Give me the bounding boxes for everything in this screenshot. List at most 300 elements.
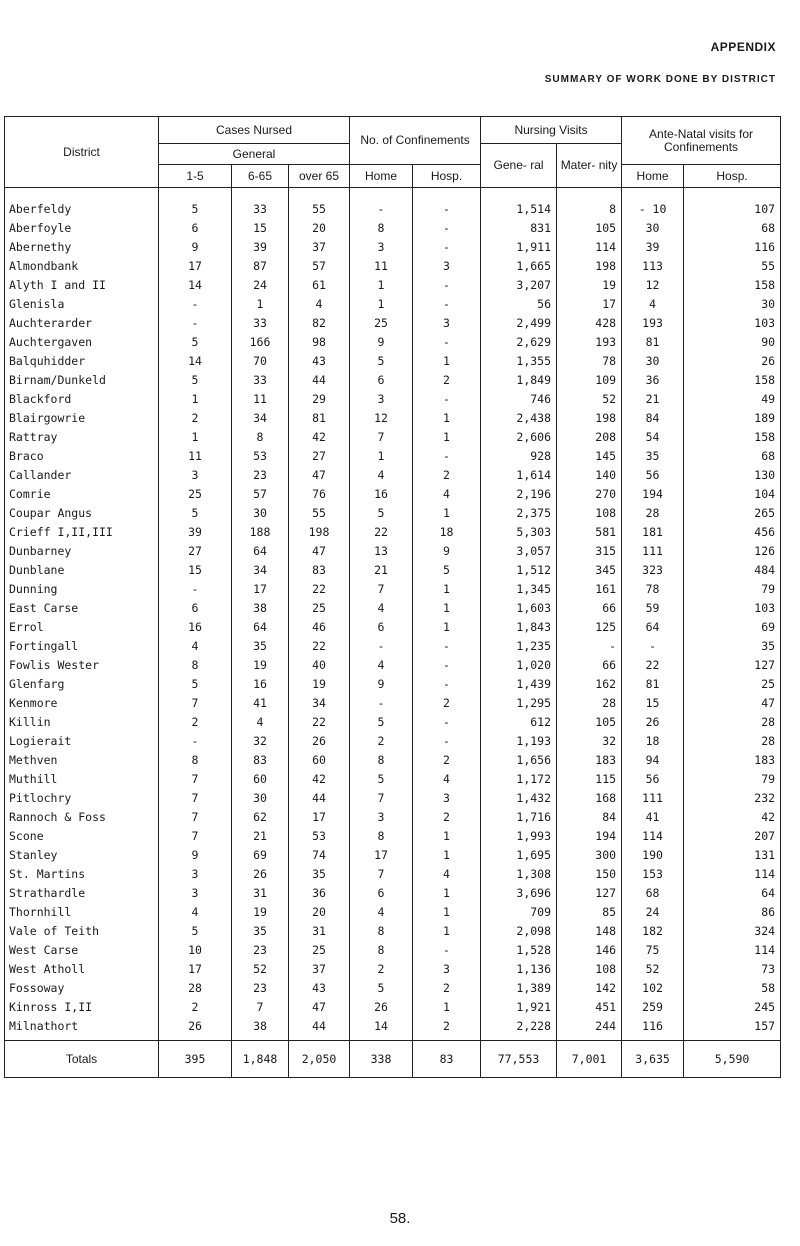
- cases-1-5-cell: 2: [159, 998, 232, 1017]
- cases-over-65-cell: 4: [289, 295, 350, 314]
- nv-maternity-cell: 78: [557, 352, 622, 371]
- header-district: District: [5, 117, 159, 188]
- an-hosp-cell: 79: [684, 580, 781, 599]
- cases-over-65-cell: 47: [289, 466, 350, 485]
- conf-home-cell: 4: [350, 466, 413, 485]
- conf-home-cell: -: [350, 188, 413, 220]
- conf-hosp-cell: -: [413, 656, 481, 675]
- conf-hosp-cell: -: [413, 333, 481, 352]
- an-home-cell: 30: [622, 352, 684, 371]
- cases-over-65-cell: 83: [289, 561, 350, 580]
- an-hosp-cell: 114: [684, 941, 781, 960]
- nv-maternity-cell: 345: [557, 561, 622, 580]
- conf-home-cell: 22: [350, 523, 413, 542]
- an-hosp-cell: 103: [684, 599, 781, 618]
- table-row: [5, 561, 781, 580]
- cases-6-65-cell: 35: [232, 637, 289, 656]
- conf-home-cell: 6: [350, 371, 413, 390]
- conf-home-cell: 16: [350, 485, 413, 504]
- cases-over-65-cell: 44: [289, 371, 350, 390]
- conf-hosp-cell: 1: [413, 827, 481, 846]
- cases-1-5-cell: 3: [159, 865, 232, 884]
- an-home-cell: 116: [622, 1017, 684, 1041]
- totals-cell: 7,001: [557, 1041, 622, 1078]
- nv-maternity-cell: 183: [557, 751, 622, 770]
- nv-general-cell: 2,438: [481, 409, 557, 428]
- nv-general-cell: 1,614: [481, 466, 557, 485]
- cases-6-65-cell: 38: [232, 599, 289, 618]
- conf-hosp-cell: 3: [413, 960, 481, 979]
- conf-home-cell: 9: [350, 675, 413, 694]
- totals-cell: 338: [350, 1041, 413, 1078]
- cases-over-65-cell: 36: [289, 884, 350, 903]
- conf-home-cell: 2: [350, 960, 413, 979]
- cases-1-5-cell: 15: [159, 561, 232, 580]
- table-row: [5, 542, 781, 561]
- nv-general-cell: 1,911: [481, 238, 557, 257]
- conf-hosp-cell: 1: [413, 352, 481, 371]
- header-confinements: No. of Confinements: [350, 117, 481, 165]
- conf-hosp-cell: -: [413, 390, 481, 409]
- an-hosp-cell: 26: [684, 352, 781, 371]
- cases-over-65-cell: 43: [289, 352, 350, 371]
- an-home-cell: 111: [622, 789, 684, 808]
- nv-general-cell: 1,235: [481, 637, 557, 656]
- conf-home-cell: 7: [350, 789, 413, 808]
- cases-1-5-cell: 10: [159, 941, 232, 960]
- cases-1-5-cell: 4: [159, 903, 232, 922]
- an-hosp-cell: 68: [684, 219, 781, 238]
- district-name-cell: Braco: [5, 447, 159, 466]
- district-name-cell: Muthill: [5, 770, 159, 789]
- nv-maternity-cell: 28: [557, 694, 622, 713]
- an-home-cell: 81: [622, 333, 684, 352]
- district-name-cell: Glenfarg: [5, 675, 159, 694]
- table-row: [5, 637, 781, 656]
- an-hosp-cell: 189: [684, 409, 781, 428]
- header-age-1-5: 1-5: [159, 165, 232, 188]
- district-name-cell: Balquhidder: [5, 352, 159, 371]
- an-hosp-cell: 107: [684, 188, 781, 220]
- cases-6-65-cell: 19: [232, 656, 289, 675]
- cases-6-65-cell: 60: [232, 770, 289, 789]
- cases-over-65-cell: 47: [289, 542, 350, 561]
- an-hosp-cell: 28: [684, 732, 781, 751]
- district-name-cell: Auchterarder: [5, 314, 159, 333]
- nv-maternity-cell: 150: [557, 865, 622, 884]
- district-name-cell: Dunblane: [5, 561, 159, 580]
- cases-6-65-cell: 166: [232, 333, 289, 352]
- an-hosp-cell: 232: [684, 789, 781, 808]
- an-home-cell: 35: [622, 447, 684, 466]
- an-home-cell: 21: [622, 390, 684, 409]
- cases-6-65-cell: 69: [232, 846, 289, 865]
- an-hosp-cell: 64: [684, 884, 781, 903]
- cases-6-65-cell: 70: [232, 352, 289, 371]
- nv-maternity-cell: 315: [557, 542, 622, 561]
- district-name-cell: Killin: [5, 713, 159, 732]
- conf-home-cell: 7: [350, 865, 413, 884]
- an-home-cell: 12: [622, 276, 684, 295]
- nv-maternity-cell: 581: [557, 523, 622, 542]
- an-hosp-cell: 126: [684, 542, 781, 561]
- conf-home-cell: 1: [350, 447, 413, 466]
- an-home-cell: 52: [622, 960, 684, 979]
- totals-cell: 395: [159, 1041, 232, 1078]
- cases-1-5-cell: 2: [159, 409, 232, 428]
- an-home-cell: 59: [622, 599, 684, 618]
- an-home-cell: 153: [622, 865, 684, 884]
- cases-over-65-cell: 42: [289, 428, 350, 447]
- nv-general-cell: 1,432: [481, 789, 557, 808]
- nv-general-cell: 1,716: [481, 808, 557, 827]
- cases-over-65-cell: 27: [289, 447, 350, 466]
- cases-over-65-cell: 20: [289, 219, 350, 238]
- nv-maternity-cell: 85: [557, 903, 622, 922]
- conf-home-cell: 5: [350, 352, 413, 371]
- an-home-cell: 30: [622, 219, 684, 238]
- cases-over-65-cell: 57: [289, 257, 350, 276]
- nv-general-cell: 1,656: [481, 751, 557, 770]
- nv-maternity-cell: 451: [557, 998, 622, 1017]
- cases-over-65-cell: 19: [289, 675, 350, 694]
- an-home-cell: 182: [622, 922, 684, 941]
- cases-over-65-cell: 31: [289, 922, 350, 941]
- conf-home-cell: 8: [350, 219, 413, 238]
- cases-6-65-cell: 24: [232, 276, 289, 295]
- table-row: [5, 979, 781, 998]
- table-row: [5, 770, 781, 789]
- nv-maternity-cell: -: [557, 637, 622, 656]
- table-row: [5, 789, 781, 808]
- cases-over-65-cell: 35: [289, 865, 350, 884]
- nv-general-cell: 928: [481, 447, 557, 466]
- cases-over-65-cell: 81: [289, 409, 350, 428]
- conf-hosp-cell: 2: [413, 1017, 481, 1041]
- cases-6-65-cell: 7: [232, 998, 289, 1017]
- an-home-cell: 68: [622, 884, 684, 903]
- cases-6-65-cell: 39: [232, 238, 289, 257]
- nv-general-cell: 746: [481, 390, 557, 409]
- cases-6-65-cell: 83: [232, 751, 289, 770]
- cases-6-65-cell: 188: [232, 523, 289, 542]
- cases-6-65-cell: 23: [232, 941, 289, 960]
- cases-1-5-cell: 7: [159, 827, 232, 846]
- nv-maternity-cell: 108: [557, 504, 622, 523]
- an-home-cell: 39: [622, 238, 684, 257]
- cases-6-65-cell: 8: [232, 428, 289, 447]
- cases-over-65-cell: 44: [289, 1017, 350, 1041]
- conf-home-cell: 26: [350, 998, 413, 1017]
- table-row: [5, 1017, 781, 1041]
- nv-general-cell: 2,228: [481, 1017, 557, 1041]
- table-row: [5, 219, 781, 238]
- nv-maternity-cell: 270: [557, 485, 622, 504]
- cases-1-5-cell: 26: [159, 1017, 232, 1041]
- table-row: [5, 656, 781, 675]
- summary-table: [4, 116, 781, 1078]
- cases-over-65-cell: 40: [289, 656, 350, 675]
- header-nv-maternity: Mater- nity: [557, 144, 622, 188]
- conf-home-cell: 8: [350, 941, 413, 960]
- header-an-hosp: Hosp.: [684, 165, 781, 188]
- header-nv-general: Gene- ral: [481, 144, 557, 188]
- cases-1-5-cell: 6: [159, 599, 232, 618]
- an-hosp-cell: 28: [684, 713, 781, 732]
- an-home-cell: 18: [622, 732, 684, 751]
- cases-1-5-cell: 8: [159, 656, 232, 675]
- cases-1-5-cell: 16: [159, 618, 232, 637]
- district-name-cell: Abernethy: [5, 238, 159, 257]
- table-row: [5, 618, 781, 637]
- district-name-cell: Crieff I,II,III: [5, 523, 159, 542]
- an-hosp-cell: 116: [684, 238, 781, 257]
- an-hosp-cell: 73: [684, 960, 781, 979]
- district-name-cell: Kenmore: [5, 694, 159, 713]
- nv-maternity-cell: 105: [557, 219, 622, 238]
- an-home-cell: 194: [622, 485, 684, 504]
- table-row: [5, 846, 781, 865]
- an-home-cell: 15: [622, 694, 684, 713]
- an-home-cell: 94: [622, 751, 684, 770]
- district-name-cell: Thornhill: [5, 903, 159, 922]
- district-name-cell: Dunbarney: [5, 542, 159, 561]
- nv-maternity-cell: 52: [557, 390, 622, 409]
- cases-6-65-cell: 62: [232, 808, 289, 827]
- nv-maternity-cell: 428: [557, 314, 622, 333]
- table-row: [5, 485, 781, 504]
- an-hosp-cell: 114: [684, 865, 781, 884]
- district-name-cell: Callander: [5, 466, 159, 485]
- cases-over-65-cell: 25: [289, 599, 350, 618]
- cases-over-65-cell: 37: [289, 960, 350, 979]
- cases-over-65-cell: 20: [289, 903, 350, 922]
- district-name-cell: Fortingall: [5, 637, 159, 656]
- cases-over-65-cell: 76: [289, 485, 350, 504]
- an-hosp-cell: 484: [684, 561, 781, 580]
- an-home-cell: 22: [622, 656, 684, 675]
- nv-maternity-cell: 168: [557, 789, 622, 808]
- conf-hosp-cell: 2: [413, 808, 481, 827]
- cases-6-65-cell: 87: [232, 257, 289, 276]
- conf-hosp-cell: -: [413, 238, 481, 257]
- district-name-cell: Fowlis Wester: [5, 656, 159, 675]
- conf-home-cell: 4: [350, 599, 413, 618]
- conf-home-cell: 5: [350, 770, 413, 789]
- an-hosp-cell: 103: [684, 314, 781, 333]
- cases-6-65-cell: 11: [232, 390, 289, 409]
- district-name-cell: Fossoway: [5, 979, 159, 998]
- nv-maternity-cell: 127: [557, 884, 622, 903]
- cases-6-65-cell: 4: [232, 713, 289, 732]
- an-hosp-cell: 324: [684, 922, 781, 941]
- totals-cell: 3,635: [622, 1041, 684, 1078]
- table-row: [5, 998, 781, 1017]
- cases-1-5-cell: -: [159, 732, 232, 751]
- conf-home-cell: 17: [350, 846, 413, 865]
- nv-maternity-cell: 244: [557, 1017, 622, 1041]
- conf-home-cell: 8: [350, 827, 413, 846]
- conf-hosp-cell: 9: [413, 542, 481, 561]
- totals-cell: 77,553: [481, 1041, 557, 1078]
- cases-6-65-cell: 1: [232, 295, 289, 314]
- header-an-home: Home: [622, 165, 684, 188]
- nv-general-cell: 3,207: [481, 276, 557, 295]
- cases-6-65-cell: 17: [232, 580, 289, 599]
- district-name-cell: Rattray: [5, 428, 159, 447]
- conf-hosp-cell: 2: [413, 694, 481, 713]
- appendix-label: APPENDIX: [710, 40, 776, 54]
- header-cases-nursed: Cases Nursed: [159, 117, 350, 144]
- table-row: [5, 504, 781, 523]
- nv-maternity-cell: 108: [557, 960, 622, 979]
- nv-maternity-cell: 145: [557, 447, 622, 466]
- nv-maternity-cell: 146: [557, 941, 622, 960]
- nv-general-cell: 56: [481, 295, 557, 314]
- table-row: [5, 599, 781, 618]
- an-hosp-cell: 183: [684, 751, 781, 770]
- conf-hosp-cell: 3: [413, 789, 481, 808]
- conf-hosp-cell: 3: [413, 257, 481, 276]
- cases-6-65-cell: 52: [232, 960, 289, 979]
- nv-maternity-cell: 105: [557, 713, 622, 732]
- table-row: [5, 808, 781, 827]
- an-hosp-cell: 207: [684, 827, 781, 846]
- nv-general-cell: 1,695: [481, 846, 557, 865]
- an-hosp-cell: 245: [684, 998, 781, 1017]
- cases-1-5-cell: 5: [159, 675, 232, 694]
- conf-hosp-cell: 4: [413, 485, 481, 504]
- conf-hosp-cell: 1: [413, 903, 481, 922]
- cases-over-65-cell: 43: [289, 979, 350, 998]
- cases-1-5-cell: 4: [159, 637, 232, 656]
- conf-hosp-cell: 2: [413, 979, 481, 998]
- district-name-cell: Blairgowrie: [5, 409, 159, 428]
- cases-1-5-cell: 8: [159, 751, 232, 770]
- cases-6-65-cell: 34: [232, 561, 289, 580]
- cases-6-65-cell: 33: [232, 188, 289, 220]
- an-home-cell: 84: [622, 409, 684, 428]
- table-row: [5, 694, 781, 713]
- an-home-cell: 56: [622, 466, 684, 485]
- cases-1-5-cell: 39: [159, 523, 232, 542]
- cases-6-65-cell: 34: [232, 409, 289, 428]
- conf-home-cell: 25: [350, 314, 413, 333]
- an-home-cell: 81: [622, 675, 684, 694]
- an-hosp-cell: 158: [684, 276, 781, 295]
- cases-over-65-cell: 44: [289, 789, 350, 808]
- cases-1-5-cell: 5: [159, 333, 232, 352]
- cases-1-5-cell: 5: [159, 188, 232, 220]
- nv-general-cell: 1,514: [481, 188, 557, 220]
- an-hosp-cell: 104: [684, 485, 781, 504]
- table-row: [5, 390, 781, 409]
- cases-1-5-cell: 2: [159, 713, 232, 732]
- nv-maternity-cell: 66: [557, 599, 622, 618]
- table-row: [5, 903, 781, 922]
- cases-6-65-cell: 21: [232, 827, 289, 846]
- conf-home-cell: 5: [350, 979, 413, 998]
- cases-over-65-cell: 42: [289, 770, 350, 789]
- table-row: [5, 580, 781, 599]
- table-row: [5, 941, 781, 960]
- district-name-cell: Dunning: [5, 580, 159, 599]
- an-home-cell: 26: [622, 713, 684, 732]
- cases-over-65-cell: 74: [289, 846, 350, 865]
- conf-home-cell: 21: [350, 561, 413, 580]
- table-row: [5, 295, 781, 314]
- table-row: [5, 238, 781, 257]
- nv-maternity-cell: 32: [557, 732, 622, 751]
- nv-general-cell: 2,629: [481, 333, 557, 352]
- district-name-cell: Pitlochry: [5, 789, 159, 808]
- table-row: [5, 352, 781, 371]
- nv-maternity-cell: 300: [557, 846, 622, 865]
- nv-general-cell: 1,172: [481, 770, 557, 789]
- table-row: [5, 884, 781, 903]
- nv-maternity-cell: 198: [557, 257, 622, 276]
- district-name-cell: Kinross I,II: [5, 998, 159, 1017]
- conf-hosp-cell: 1: [413, 504, 481, 523]
- conf-hosp-cell: -: [413, 675, 481, 694]
- nv-general-cell: 1,528: [481, 941, 557, 960]
- nv-general-cell: 1,295: [481, 694, 557, 713]
- cases-6-65-cell: 31: [232, 884, 289, 903]
- nv-general-cell: 831: [481, 219, 557, 238]
- conf-home-cell: 11: [350, 257, 413, 276]
- an-hosp-cell: 265: [684, 504, 781, 523]
- table-row: [5, 314, 781, 333]
- nv-maternity-cell: 148: [557, 922, 622, 941]
- cases-over-65-cell: 82: [289, 314, 350, 333]
- cases-over-65-cell: 98: [289, 333, 350, 352]
- cases-over-65-cell: 22: [289, 580, 350, 599]
- conf-home-cell: 1: [350, 276, 413, 295]
- conf-home-cell: 3: [350, 238, 413, 257]
- nv-maternity-cell: 19: [557, 276, 622, 295]
- district-name-cell: West Carse: [5, 941, 159, 960]
- cases-6-65-cell: 19: [232, 903, 289, 922]
- conf-hosp-cell: 3: [413, 314, 481, 333]
- cases-1-5-cell: 1: [159, 428, 232, 447]
- an-hosp-cell: 90: [684, 333, 781, 352]
- an-hosp-cell: 456: [684, 523, 781, 542]
- cases-over-65-cell: 60: [289, 751, 350, 770]
- cases-over-65-cell: 46: [289, 618, 350, 637]
- cases-1-5-cell: 1: [159, 390, 232, 409]
- district-name-cell: Glenisla: [5, 295, 159, 314]
- conf-hosp-cell: 1: [413, 409, 481, 428]
- table-body: [5, 188, 781, 1041]
- district-name-cell: Stanley: [5, 846, 159, 865]
- conf-home-cell: 8: [350, 922, 413, 941]
- nv-maternity-cell: 84: [557, 808, 622, 827]
- cases-over-65-cell: 37: [289, 238, 350, 257]
- conf-hosp-cell: 2: [413, 371, 481, 390]
- nv-general-cell: 2,499: [481, 314, 557, 333]
- cases-1-5-cell: 5: [159, 504, 232, 523]
- cases-6-65-cell: 35: [232, 922, 289, 941]
- nv-general-cell: 1,993: [481, 827, 557, 846]
- nv-general-cell: 2,606: [481, 428, 557, 447]
- nv-general-cell: 1,389: [481, 979, 557, 998]
- cases-over-65-cell: 34: [289, 694, 350, 713]
- an-home-cell: 181: [622, 523, 684, 542]
- nv-general-cell: 1,921: [481, 998, 557, 1017]
- cases-over-65-cell: 61: [289, 276, 350, 295]
- cases-1-5-cell: 27: [159, 542, 232, 561]
- an-home-cell: 111: [622, 542, 684, 561]
